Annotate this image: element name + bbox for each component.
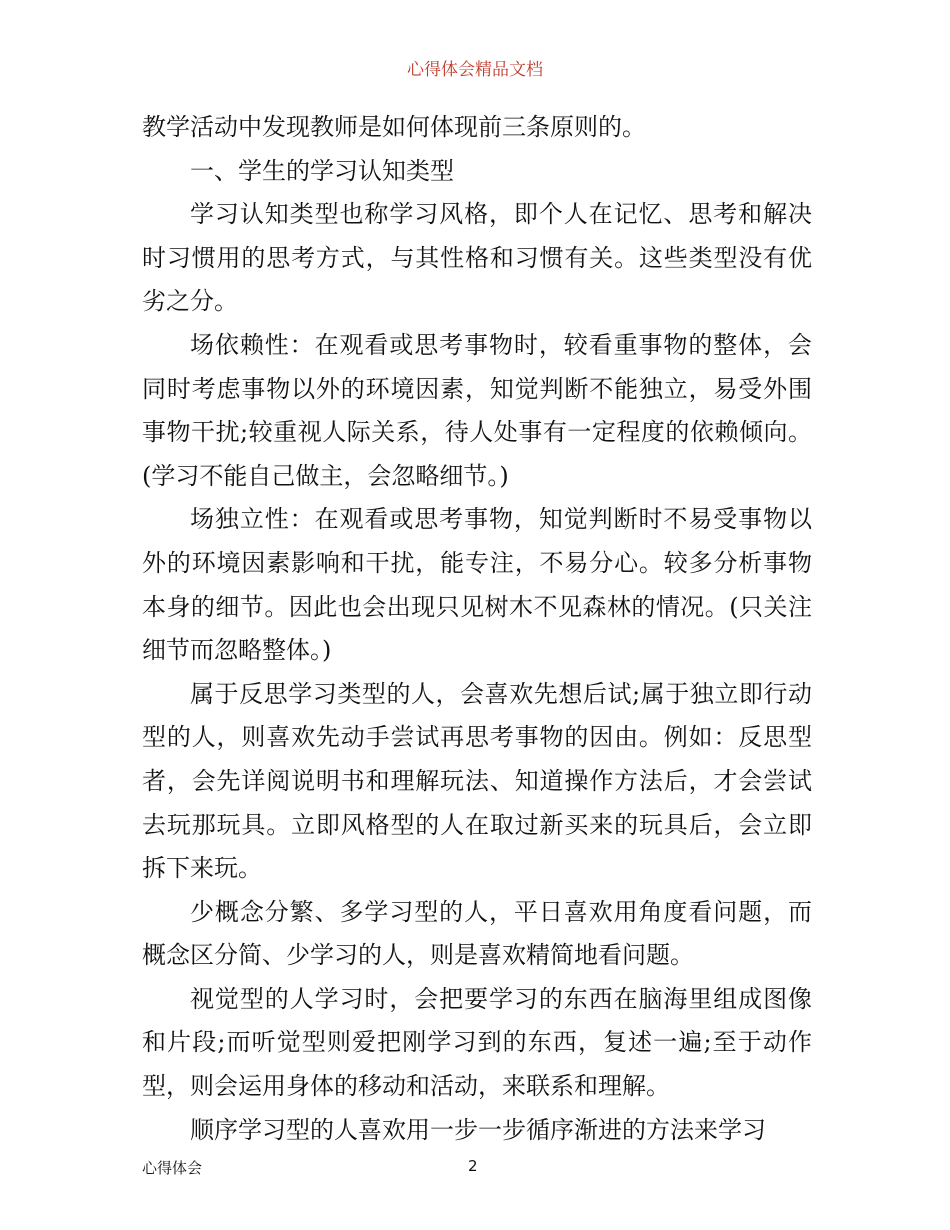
page-header-title: 心得体会精品文档 <box>407 60 543 80</box>
paragraph-continuation: 教学活动中发现教师是如何体现前三条原则的。 <box>142 113 646 141</box>
paragraph: 场独立性：在观看或思考事物，知觉判断时不易受事物以外的环境因素影响和干扰，能专注，不易分心。较多分析事物本身的细节。因此也会出现只见树木不见森林的情况。(只关注细节而忽略整体。) <box>142 505 812 665</box>
paragraph: 场依赖性：在观看或思考事物时，较看重事物的整体，会同时考虑事物以外的环境因素，知觉判断不能独立，易受外围事物干扰;较重视人际关系，待人处事有一定程度的依赖倾向。(学习不能自己做主，会忽略细节。) <box>142 330 812 490</box>
paragraph: 视觉型的人学习时，会把要学习的东西在脑海里组成图像和片段;而听觉型则爱把刚学习到的东西，复述一遍;至于动作型，则会运用身体的移动和活动，来联系和理解。 <box>142 984 812 1101</box>
footer-label: 心得体会 <box>142 1159 203 1177</box>
section-heading: 一、学生的学习认知类型 <box>190 156 454 185</box>
paragraph: 少概念分繁、多学习型的人，平日喜欢用角度看问题，而概念区分简、少学习的人，则是喜欢精简地看问题。 <box>142 897 812 970</box>
paragraph: 属于反思学习类型的人，会喜欢先想后试;属于独立即行动型的人，则喜欢先动手尝试再思考事物的因由。例如：反思型者，会先详阅说明书和理解玩法、知道操作方法后，才会尝试去玩那玩具。立即风格型的人在取过新买来的玩具后，会立即拆下来玩。 <box>142 679 812 883</box>
document-body <box>142 106 812 1152</box>
paragraph: 顺序学习型的人喜欢用一步一步循序渐进的方法来学习 <box>190 1115 766 1144</box>
paragraph: 学习认知类型也称学习风格，即个人在记忆、思考和解决时习惯用的思考方式，与其性格和习惯有关。这些类型没有优劣之分。 <box>142 200 812 316</box>
page-number: 2 <box>468 1157 478 1175</box>
